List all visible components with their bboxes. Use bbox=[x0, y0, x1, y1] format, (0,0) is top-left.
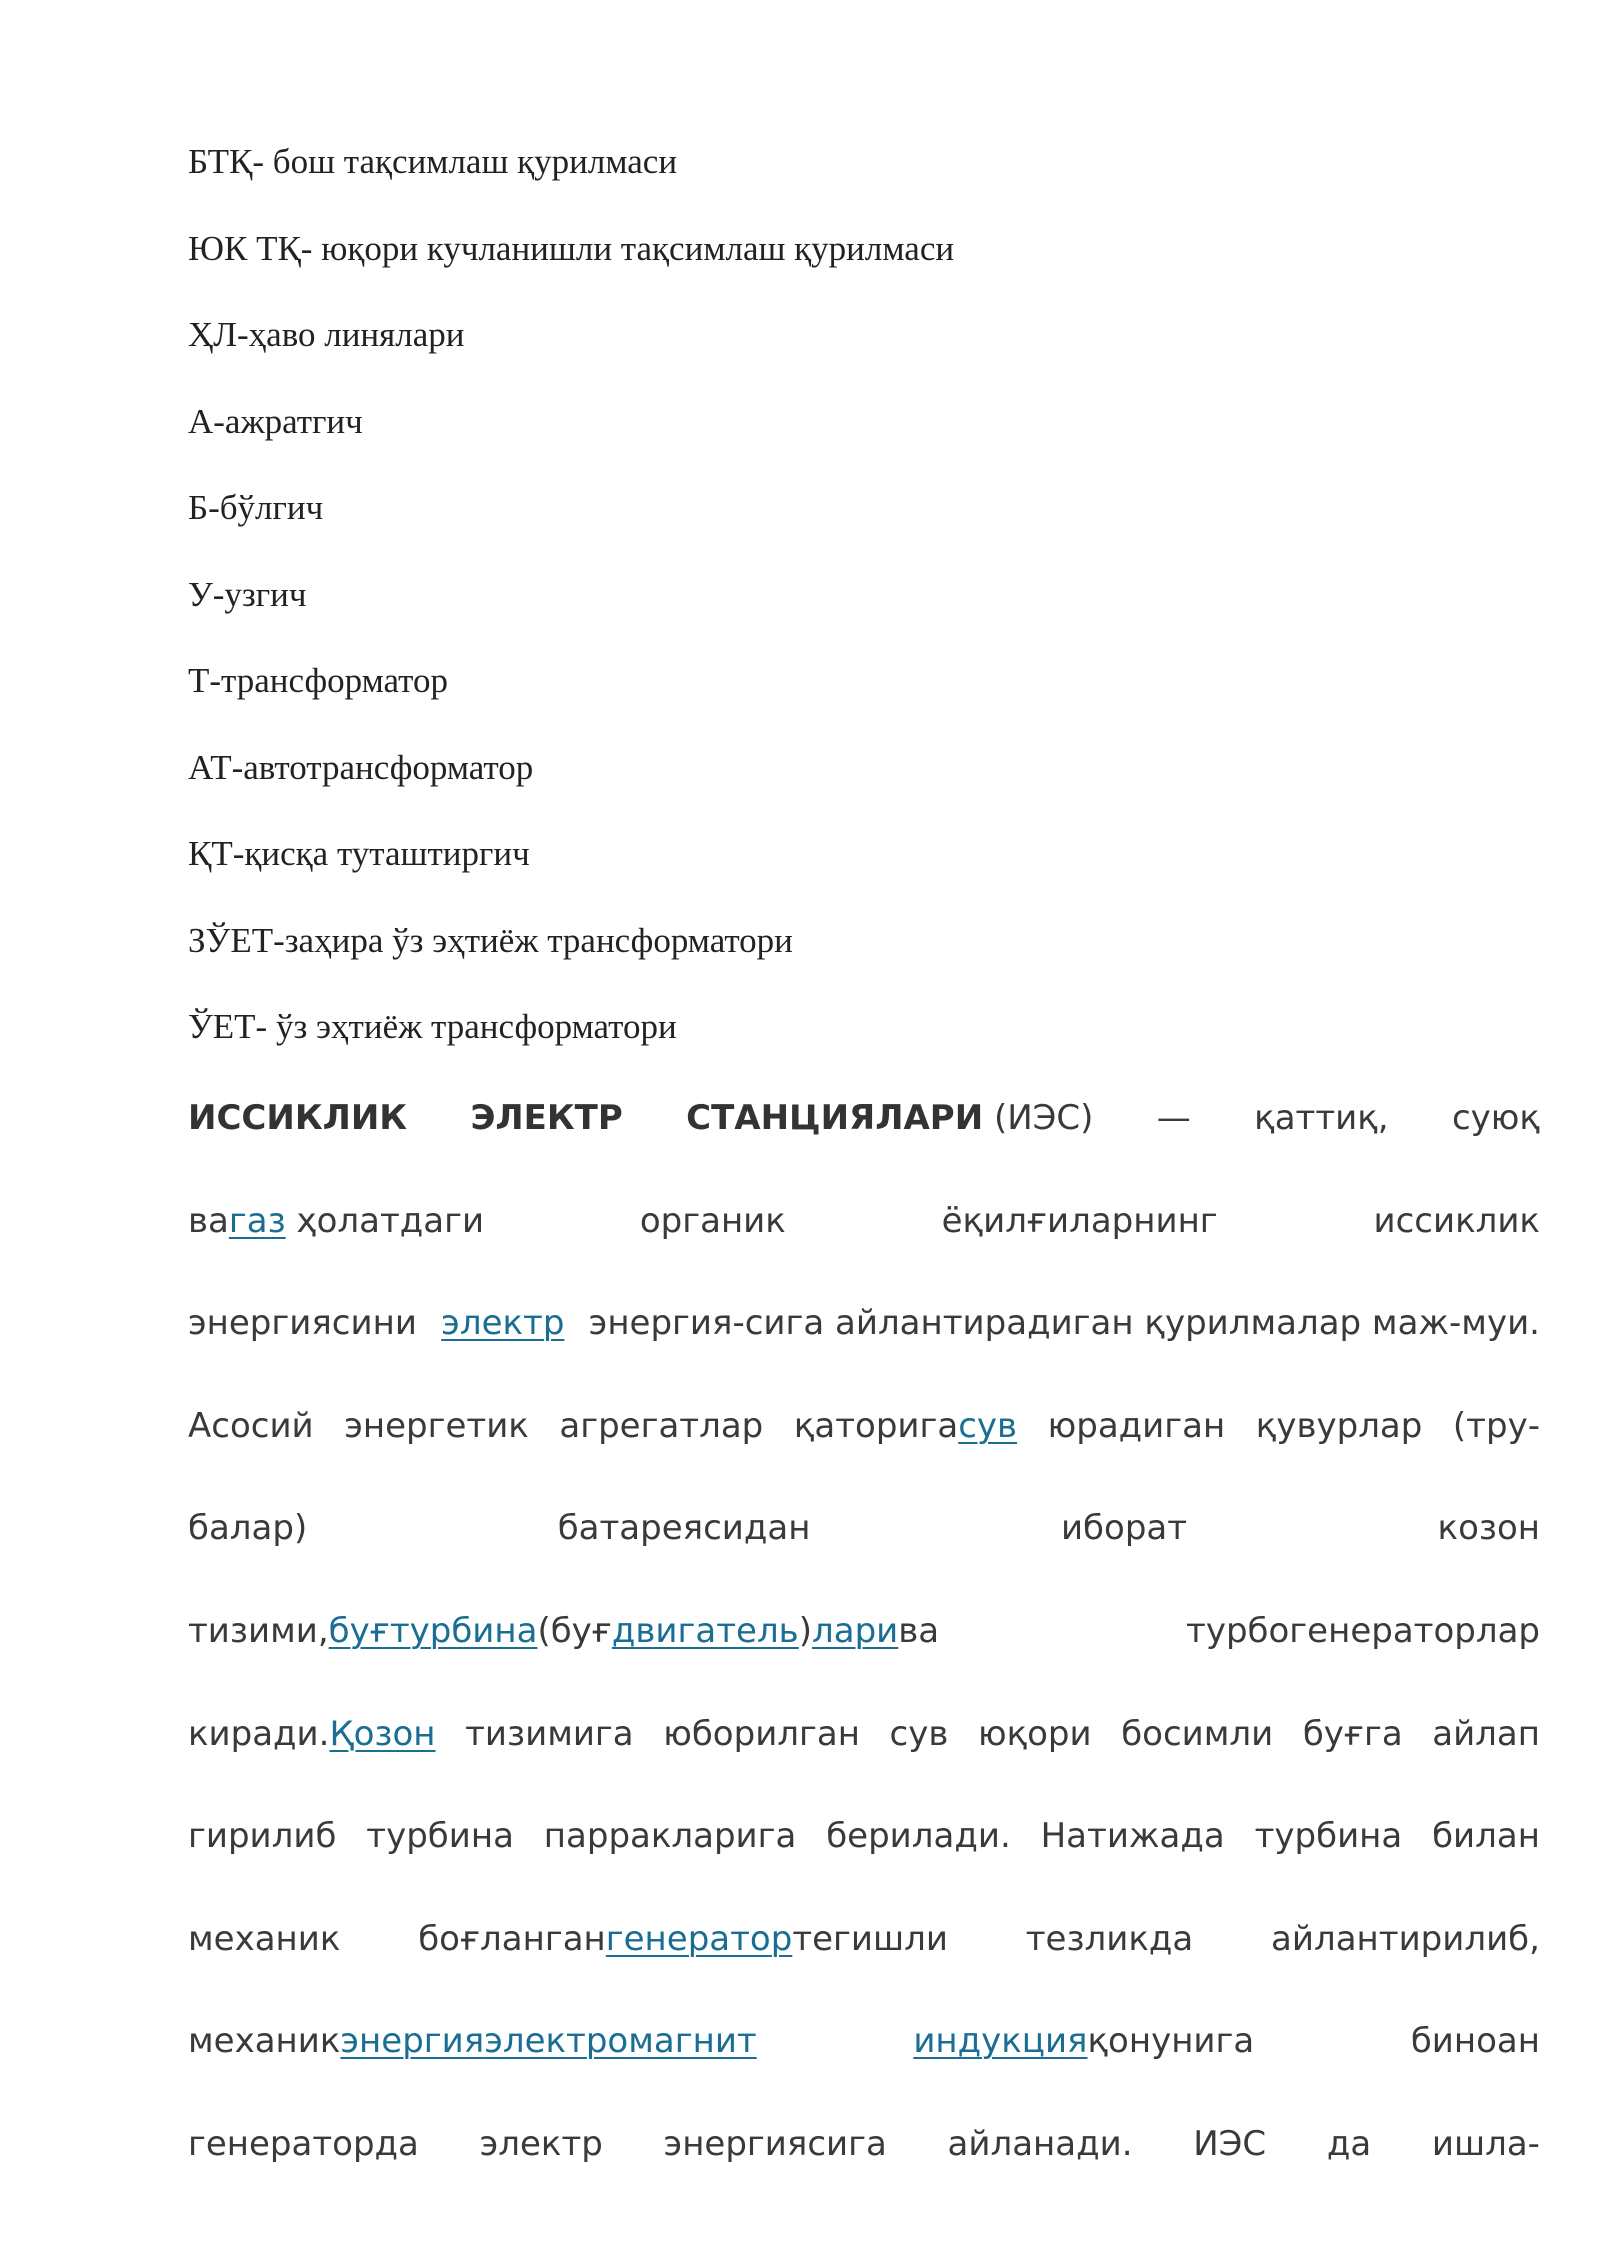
abbreviation-item: БТҚ- бош тақсимлаш қурилмаси bbox=[188, 142, 678, 181]
word: агрегатлар bbox=[559, 1405, 764, 1446]
word-group bbox=[188, 1704, 436, 1807]
word: қонунига bbox=[1087, 2021, 1255, 2062]
word: қаторига bbox=[793, 1405, 959, 1446]
word: (тру- bbox=[1452, 1405, 1540, 1446]
lari-link[interactable]: лари bbox=[812, 1610, 899, 1651]
word: боғланган bbox=[418, 1918, 606, 1959]
word: Асосий bbox=[188, 1405, 314, 1446]
word-group bbox=[418, 1909, 948, 2012]
word: юқори bbox=[977, 1713, 1092, 1754]
dash: — bbox=[1156, 1098, 1191, 1138]
abbreviation-text: (ИЭС) bbox=[983, 1098, 1094, 1138]
word: энергиясини bbox=[188, 1303, 417, 1344]
word: (буғ bbox=[537, 1610, 612, 1651]
word: қувурлар bbox=[1255, 1405, 1423, 1446]
word: билан bbox=[1432, 1816, 1540, 1857]
word: иссиклик bbox=[1373, 1200, 1540, 1241]
article-line bbox=[188, 1704, 1540, 1807]
heading-word: СТАНЦИЯЛАРИ bbox=[686, 1098, 984, 1138]
heading-word: ИССИКЛИК bbox=[188, 1098, 408, 1138]
article-line bbox=[188, 2011, 1540, 2114]
boiler-link[interactable]: Қозон bbox=[329, 1713, 436, 1754]
word: ёқилғиларнинг bbox=[941, 1200, 1218, 1241]
water-link[interactable]: сув bbox=[958, 1405, 1018, 1446]
engine-link[interactable]: двигатель bbox=[611, 1610, 799, 1651]
word: ишла- bbox=[1431, 2123, 1540, 2164]
word: да bbox=[1326, 2123, 1372, 2164]
article-line bbox=[188, 1396, 1540, 1499]
word: органик bbox=[639, 1200, 786, 1241]
abbreviation-item: А-ажратгич bbox=[188, 401, 363, 441]
abbreviation-item: ҲЛ-ҳаво линялари bbox=[188, 315, 465, 354]
word: берилади. bbox=[826, 1816, 1011, 1857]
word: иборат bbox=[1060, 1508, 1188, 1549]
word: гирилиб bbox=[188, 1816, 337, 1857]
abbreviation-item: Т-трансформатор bbox=[188, 661, 449, 700]
abbreviation-item: Б-бўлгич bbox=[188, 488, 324, 527]
word: қаттиқ, bbox=[1254, 1098, 1389, 1138]
word: айланади. bbox=[947, 2123, 1133, 2164]
word: механик bbox=[188, 1918, 341, 1959]
article-line bbox=[188, 1806, 1540, 1909]
article-line bbox=[188, 1909, 1540, 2012]
word: козон bbox=[1437, 1508, 1540, 1549]
word: турбогенераторлар bbox=[1186, 1610, 1540, 1651]
word: биноан bbox=[1410, 2021, 1540, 2062]
induction-link[interactable]: индукция bbox=[913, 2021, 1088, 2062]
article-line bbox=[188, 1293, 1540, 1396]
word: парракларига bbox=[543, 1816, 797, 1857]
word: ИЭС bbox=[1193, 2123, 1267, 2164]
article-line bbox=[188, 1088, 1540, 1191]
article-line bbox=[188, 2114, 1540, 2217]
article-line bbox=[188, 1191, 1540, 1294]
article-body bbox=[188, 1088, 1540, 2217]
word: электр bbox=[479, 2123, 603, 2164]
abbreviation-item: ЮК ТҚ- юқори кучланишли тақсимлаш қурилмаси bbox=[188, 228, 955, 268]
word-group bbox=[794, 1396, 1017, 1499]
word: ) bbox=[798, 1610, 812, 1651]
word-group bbox=[188, 1601, 939, 1704]
word-group bbox=[188, 2011, 757, 2114]
abbreviation-item: ҚТ-қисқа туташтиргич bbox=[188, 834, 530, 873]
word: тизимига bbox=[465, 1713, 634, 1754]
word: батареясидан bbox=[557, 1508, 811, 1549]
word: айлап bbox=[1432, 1713, 1540, 1754]
word: юрадиган bbox=[1047, 1405, 1226, 1446]
abbreviation-item: АТ-автотрансформатор bbox=[188, 747, 534, 787]
word: механик bbox=[188, 2021, 341, 2062]
generator-link[interactable]: генератор bbox=[605, 1918, 793, 1959]
word: сув bbox=[889, 1713, 949, 1754]
gas-link[interactable]: газ bbox=[228, 1200, 286, 1241]
word: Натижада bbox=[1040, 1816, 1225, 1857]
word: энергиясига bbox=[663, 2123, 887, 2164]
abbreviation-item: ЗЎЕТ-заҳира ўз эҳтиёж трансформатори bbox=[188, 920, 793, 960]
word: энергетик bbox=[344, 1405, 529, 1446]
word: айлантирилиб, bbox=[1271, 1918, 1540, 1959]
abbreviation-item: У-узгич bbox=[188, 574, 307, 614]
word-group bbox=[188, 1191, 484, 1294]
word: киради. bbox=[188, 1713, 330, 1754]
word: тезликда bbox=[1025, 1918, 1194, 1959]
word: буғга bbox=[1302, 1713, 1403, 1754]
abbreviation-list bbox=[188, 136, 1188, 1088]
heading-term-group bbox=[686, 1088, 1093, 1191]
word: ҳолатдаги bbox=[285, 1200, 485, 1241]
electromagnetic-link[interactable]: электромагнит bbox=[484, 2021, 757, 2062]
word: тегишли bbox=[792, 1918, 948, 1959]
word: турбина bbox=[366, 1816, 514, 1857]
word: турбина bbox=[1254, 1816, 1403, 1857]
word-group bbox=[913, 2011, 1254, 2114]
turbine-link[interactable]: турбина bbox=[389, 1610, 538, 1651]
abbreviation-item: ЎЕТ- ўз эҳтиёж трансформатори bbox=[188, 1007, 677, 1046]
electric-link[interactable]: электр bbox=[441, 1303, 565, 1344]
word: ва bbox=[188, 1200, 229, 1241]
word: генераторда bbox=[188, 2123, 419, 2164]
word: суюқ bbox=[1451, 1098, 1540, 1138]
word: ва bbox=[898, 1610, 940, 1651]
article-line bbox=[188, 1601, 1540, 1704]
text-segment: энергия-сига айлантирадиган қурилмалар маж-муи. bbox=[588, 1303, 1540, 1344]
steam-link[interactable]: буғ bbox=[328, 1610, 390, 1651]
energy-link[interactable]: энергия bbox=[340, 2021, 485, 2062]
heading-word: ЭЛЕКТР bbox=[470, 1098, 623, 1138]
article-line bbox=[188, 1498, 1540, 1601]
word: тизими, bbox=[188, 1610, 329, 1651]
word: босимли bbox=[1121, 1713, 1274, 1754]
word: балар) bbox=[188, 1508, 308, 1549]
word: юборилган bbox=[663, 1713, 860, 1754]
